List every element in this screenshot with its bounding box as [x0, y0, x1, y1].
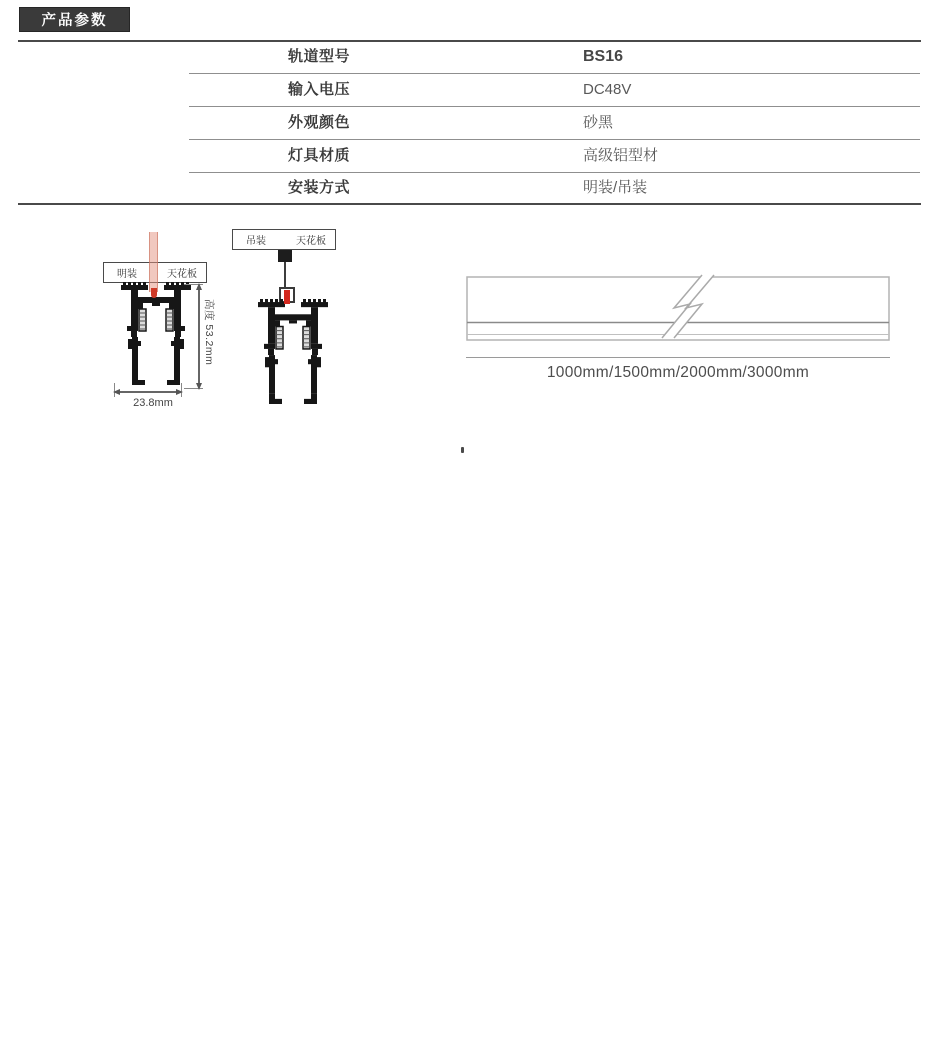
ceiling-label: 天花板 [167, 269, 197, 280]
length-dimension-line [466, 357, 890, 358]
hanger-mount-icon [278, 250, 292, 262]
row-divider [189, 106, 920, 107]
surface-mount-label: 明装 [117, 269, 137, 280]
arrow-left-icon [113, 389, 120, 395]
ceiling-label: 天花板 [296, 236, 326, 247]
spec-label-track-model: 轨道型号 [288, 48, 351, 65]
hanger-red-insert-icon [284, 290, 290, 304]
track-length-diagram [466, 274, 890, 344]
section-title-badge [19, 7, 130, 32]
width-dimension-line [116, 391, 180, 393]
screw-tip-icon [151, 288, 157, 298]
row-divider [189, 172, 920, 173]
divider-bottom [18, 203, 921, 205]
suspended-ceiling-box [232, 229, 336, 250]
screw-icon [149, 232, 158, 292]
width-dimension-label: 23.8mm [133, 397, 173, 409]
section-title: 产品参数 [41, 13, 108, 29]
arrow-up-icon [196, 283, 202, 290]
arrow-right-icon [176, 389, 183, 395]
height-dimension-label: 高度 53.2mm [203, 299, 215, 366]
spec-value-installation: 明装/吊装 [583, 179, 648, 196]
row-divider [189, 139, 920, 140]
spec-label-input-voltage: 输入电压 [288, 81, 351, 98]
spec-value-track-model: BS16 [583, 48, 624, 65]
hanger-wire-icon [284, 262, 286, 289]
length-options-label: 1000mm/1500mm/2000mm/3000mm [546, 364, 810, 381]
spec-label-color: 外观颜色 [288, 114, 351, 131]
suspended-label: 吊装 [246, 236, 266, 247]
stray-dot [461, 447, 464, 453]
spec-label-material: 灯具材质 [288, 147, 351, 164]
spec-value-color: 砂黑 [583, 114, 614, 131]
divider-top [18, 40, 921, 42]
surface-mount-diagram [121, 282, 191, 386]
spec-value-material: 高级铝型材 [583, 147, 659, 164]
arrow-down-icon [196, 383, 202, 390]
row-divider [189, 73, 920, 74]
suspended-mount-diagram [258, 299, 328, 405]
spec-value-input-voltage: DC48V [583, 81, 632, 98]
spec-label-installation: 安装方式 [288, 179, 351, 196]
height-dimension-line [198, 286, 200, 386]
